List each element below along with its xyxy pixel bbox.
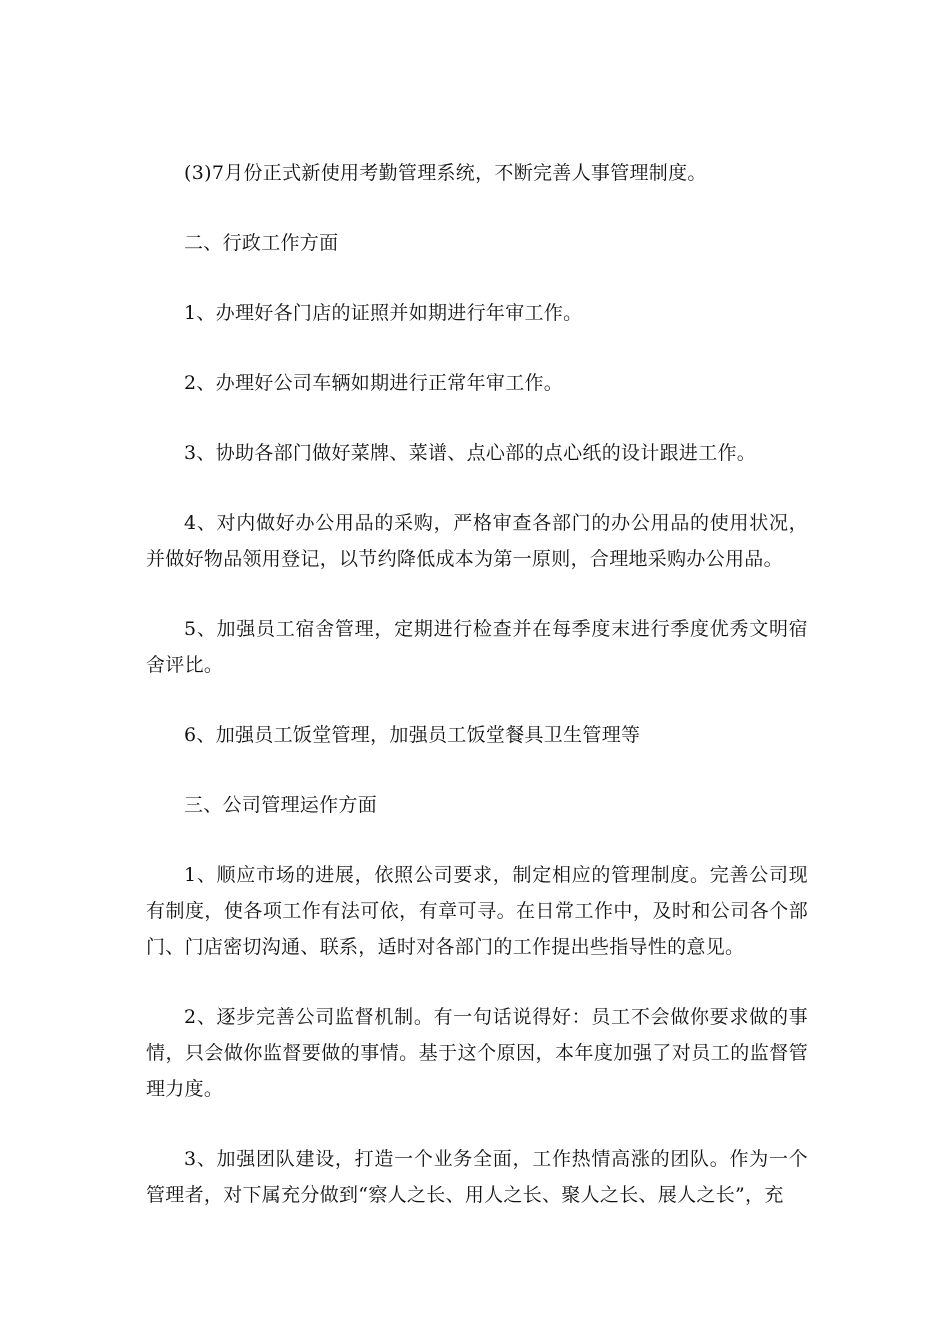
paragraph-admin-item-2: 2、办理好公司车辆如期进行正常年审工作。 (184, 372, 564, 394)
document-body (146, 155, 808, 1213)
paragraph-admin-item-1: 1、办理好各门店的证照并如期进行年审工作。 (184, 302, 583, 324)
paragraph-management-item-3: 3、加强团队建设，打造一个业务全面，工作热情高涨的团队。作为一个管理者，对下属充分做到“察人之长、用人之长、聚人之长、展人之长”，充 (146, 1148, 808, 1206)
paragraph-hr-item-3: (3)7月份正式新使用考勤管理系统，不断完善人事管理制度。 (184, 162, 707, 184)
paragraph-management-item-2: 2、逐步完善公司监督机制。有一句话说得好：员工不会做你要求做的事情，只会做你监督要做的事情。基于这个原因，本年度加强了对员工的监督管理力度。 (146, 1006, 808, 1100)
paragraph-admin-item-6: 6、加强员工饭堂管理，加强员工饭堂餐具卫生管理等 (184, 724, 641, 746)
paragraph-admin-item-3: 3、协助各部门做好菜牌、菜谱、点心部的点心纸的设计跟进工作。 (184, 442, 757, 464)
section-heading-company-management: 三、公司管理运作方面 (184, 794, 378, 816)
paragraph-admin-item-5: 5、加强员工宿舍管理，定期进行检查并在每季度末进行季度优秀文明宿舍评比。 (146, 618, 808, 676)
paragraph-management-item-1: 1、顺应市场的进展，依照公司要求，制定相应的管理制度。完善公司现有制度，使各项工作有法可依，有章可寻。在日常工作中，及时和公司各个部门、门店密切沟通、联系，适时对各部门的工作提出些指导性的意见。 (146, 864, 808, 958)
paragraph-admin-item-4: 4、对内做好办公用品的采购，严格审查各部门的办公用品的使用状况，并做好物品领用登记，以节约降低成本为第一原则，合理地采购办公用品。 (146, 512, 808, 570)
section-heading-administration: 二、行政工作方面 (184, 232, 339, 254)
